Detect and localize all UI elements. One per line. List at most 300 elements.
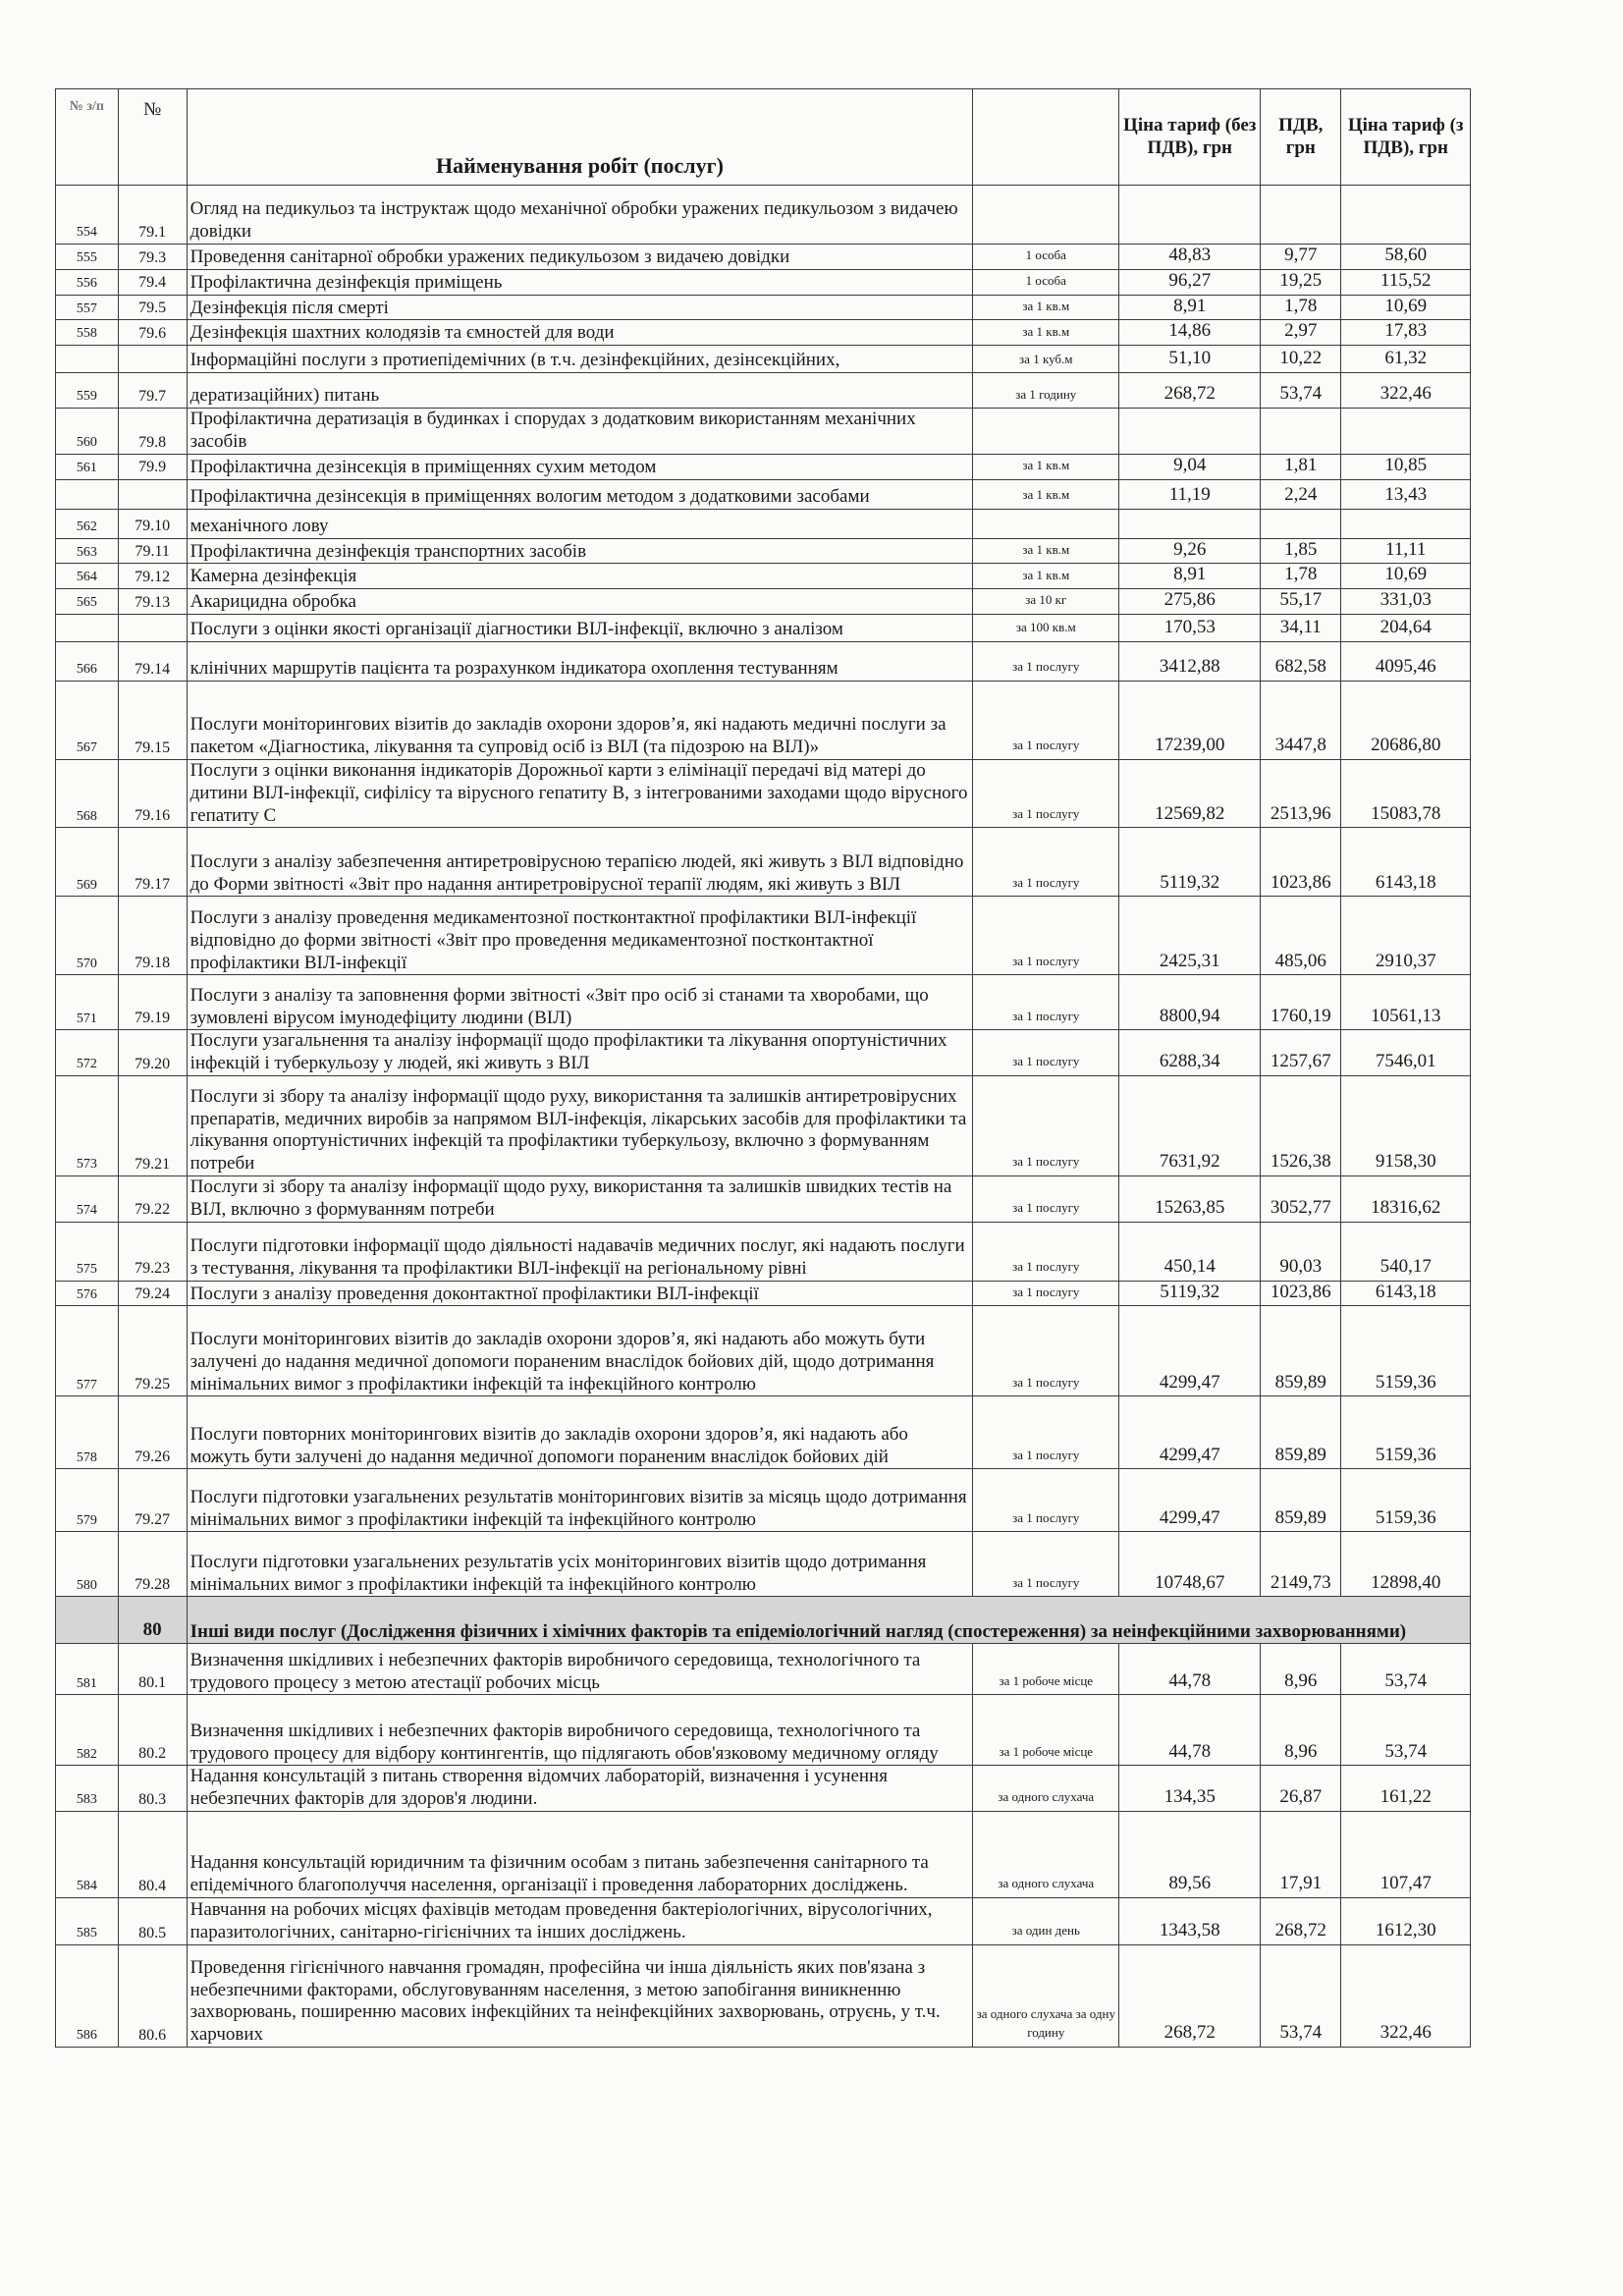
row-vat: 1257,67	[1261, 1030, 1341, 1076]
row-name: Надання консультацій з питань створення відомчих лабораторій, визначення і усунення небезпечних факторів для здоров'я людини.	[187, 1766, 973, 1812]
row-name: Послуги зі збору та аналізу інформації щодо руху, використання та залишків антиретровірусних препаратів, медичних виробів за напрямом ВІЛ-інфекція, лікарських засобів для профілактики та лікування опортуністичних інфекцій та профілактики туберкульозу, включно з формуванням потреби	[187, 1075, 973, 1175]
row-total: 322,46	[1341, 373, 1471, 409]
row-total: 540,17	[1341, 1222, 1471, 1281]
row-code: 79.24	[118, 1281, 187, 1306]
row-number: 584	[56, 1811, 119, 1897]
row-price: 4299,47	[1119, 1469, 1261, 1532]
row-unit: за 1 кв.м	[973, 538, 1119, 564]
row-vat: 1,78	[1261, 564, 1341, 589]
row-number: 560	[56, 409, 119, 455]
row-name: Профілактична дезінсекція в приміщеннях сухим методом	[187, 454, 973, 479]
row-code: 80.5	[118, 1897, 187, 1944]
row-price: 6288,34	[1119, 1030, 1261, 1076]
row-number	[56, 346, 119, 373]
table-row	[56, 1532, 1471, 1597]
row-vat: 2513,96	[1261, 759, 1341, 827]
row-total	[1341, 409, 1471, 455]
header-vat: ПДВ, грн	[1261, 89, 1341, 186]
row-vat	[1261, 186, 1341, 245]
row-unit: за 10 кг	[973, 589, 1119, 615]
row-total: 5159,36	[1341, 1396, 1471, 1469]
row-price: 4299,47	[1119, 1306, 1261, 1396]
row-name: Послуги зі збору та аналізу інформації щодо руху, використання та залишків швидких тестів на ВІЛ, включно з формуванням потреби	[187, 1175, 973, 1222]
row-number: 582	[56, 1695, 119, 1766]
row-unit: за 1 кв.м	[973, 564, 1119, 589]
row-price: 4299,47	[1119, 1396, 1261, 1469]
table-row	[56, 245, 1471, 270]
row-code: 79.3	[118, 245, 187, 270]
table-row	[56, 614, 1471, 641]
row-unit: за 1 послугу	[973, 1030, 1119, 1076]
row-total: 10561,13	[1341, 975, 1471, 1030]
row-code: 79.13	[118, 589, 187, 615]
row-code: 79.1	[118, 186, 187, 245]
row-price: 12569,82	[1119, 759, 1261, 827]
row-code: 79.18	[118, 897, 187, 975]
row-name: Послуги моніторингових візитів до закладів охорони здоров’я, які надають медичні послуги за пакетом «Діагностика, лікування та супровід осіб із ВІЛ (та підозрою на ВІЛ)»	[187, 681, 973, 759]
row-total: 10,69	[1341, 295, 1471, 320]
table-row	[56, 373, 1471, 409]
row-name: Огляд на педикульоз та інструктаж щодо механічної обробки уражених педикульозом з видачею довідки	[187, 186, 973, 245]
table-row	[56, 1944, 1471, 2047]
table-row	[56, 564, 1471, 589]
row-price: 10748,67	[1119, 1532, 1261, 1597]
row-total: 13,43	[1341, 479, 1471, 509]
row-number: 557	[56, 295, 119, 320]
row-unit	[973, 509, 1119, 538]
row-code	[118, 346, 187, 373]
row-code: 79.7	[118, 373, 187, 409]
row-vat: 3447,8	[1261, 681, 1341, 759]
row-number: 576	[56, 1281, 119, 1306]
row-name: механічного лову	[187, 509, 973, 538]
row-price: 275,86	[1119, 589, 1261, 615]
row-vat: 485,06	[1261, 897, 1341, 975]
row-number: 571	[56, 975, 119, 1030]
row-unit: за 1 робоче місце	[973, 1695, 1119, 1766]
row-code: 79.9	[118, 454, 187, 479]
row-price: 8,91	[1119, 295, 1261, 320]
row-vat: 8,96	[1261, 1644, 1341, 1695]
table-row	[56, 409, 1471, 455]
row-name: Профілактична дезінфекція транспортних засобів	[187, 538, 973, 564]
row-unit: за одного слухача	[973, 1766, 1119, 1812]
table-row	[56, 1897, 1471, 1944]
table-row	[56, 1175, 1471, 1222]
row-price: 14,86	[1119, 320, 1261, 346]
row-vat: 1023,86	[1261, 828, 1341, 897]
row-vat: 859,89	[1261, 1469, 1341, 1532]
row-price: 48,83	[1119, 245, 1261, 270]
row-price: 8800,94	[1119, 975, 1261, 1030]
row-code: 79.25	[118, 1306, 187, 1396]
row-code: 79.8	[118, 409, 187, 455]
header-num: № з/п	[56, 89, 119, 186]
row-unit: за 1 послугу	[973, 1306, 1119, 1396]
row-code: 79.4	[118, 269, 187, 295]
row-name: Надання консультацій юридичним та фізичним особам з питань забезпечення санітарного та епідемічного благополуччя населення, організації і проведення лабораторних досліджень.	[187, 1811, 973, 1897]
row-code	[118, 614, 187, 641]
row-vat: 53,74	[1261, 373, 1341, 409]
table-row	[56, 479, 1471, 509]
row-name: Послуги з аналізу проведення доконтактної профілактики ВІЛ-інфекції	[187, 1281, 973, 1306]
row-code	[118, 479, 187, 509]
table-row	[56, 681, 1471, 759]
row-number: 580	[56, 1532, 119, 1597]
row-unit: за 1 послугу	[973, 897, 1119, 975]
row-vat: 2,24	[1261, 479, 1341, 509]
row-unit: за 100 кв.м	[973, 614, 1119, 641]
row-number: 572	[56, 1030, 119, 1076]
row-name: Послуги з оцінки якості організації діагностики ВІЛ-інфекції, включно з аналізом	[187, 614, 973, 641]
table-row	[56, 509, 1471, 538]
row-number: 561	[56, 454, 119, 479]
row-unit: за 1 кв.м	[973, 479, 1119, 509]
row-price: 2425,31	[1119, 897, 1261, 975]
row-unit: за 1 послугу	[973, 1469, 1119, 1532]
row-code: 79.26	[118, 1396, 187, 1469]
row-number: 566	[56, 641, 119, 681]
row-vat: 1,81	[1261, 454, 1341, 479]
row-number: 585	[56, 1897, 119, 1944]
row-number: 575	[56, 1222, 119, 1281]
row-unit: 1 особа	[973, 245, 1119, 270]
row-number	[56, 479, 119, 509]
row-code: 80.6	[118, 1944, 187, 2047]
row-vat: 1,85	[1261, 538, 1341, 564]
row-price: 7631,92	[1119, 1075, 1261, 1175]
row-total: 5159,36	[1341, 1469, 1471, 1532]
row-total	[1341, 186, 1471, 245]
row-price: 170,53	[1119, 614, 1261, 641]
row-price: 450,14	[1119, 1222, 1261, 1281]
row-name: Послуги підготовки інформації щодо діяльності надавачів медичних послуг, які надають послуги з тестування, лікування та профілактики ВІЛ-інфекції на регіональному рівні	[187, 1222, 973, 1281]
table-row	[56, 1222, 1471, 1281]
row-name: Послуги підготовки узагальнених результатів усіх моніторингових візитів щодо дотримання мінімальних вимог з профілактики інфекцій та інфекційного контролю	[187, 1532, 973, 1597]
row-name: Послуги з оцінки виконання індикаторів Дорожньої карти з елімінації передачі від матері до дитини ВІЛ-інфекції, сифілісу та вірусного гепатиту В, з інтегрованими заходами щодо вірусного гепатиту С	[187, 759, 973, 827]
row-vat: 859,89	[1261, 1396, 1341, 1469]
row-code: 79.16	[118, 759, 187, 827]
table-row	[56, 1644, 1471, 1695]
row-price: 3412,88	[1119, 641, 1261, 681]
header-code: №	[118, 89, 187, 186]
row-price: 8,91	[1119, 564, 1261, 589]
row-price: 134,35	[1119, 1766, 1261, 1812]
row-unit: за 1 послугу	[973, 828, 1119, 897]
row-name: клінічних маршрутів пацієнта та розрахунком індикатора охоплення тестуванням	[187, 641, 973, 681]
row-total: 12898,40	[1341, 1532, 1471, 1597]
row-vat: 34,11	[1261, 614, 1341, 641]
row-number: 581	[56, 1644, 119, 1695]
table-row	[56, 1695, 1471, 1766]
table-row	[56, 295, 1471, 320]
row-name: Профілактична дератизація в будинках і спорудах з додатковим використанням механічних засобів	[187, 409, 973, 455]
row-unit: за 1 послугу	[973, 1175, 1119, 1222]
row-unit	[973, 186, 1119, 245]
row-total: 115,52	[1341, 269, 1471, 295]
row-name: Профілактична дезінфекція приміщень	[187, 269, 973, 295]
row-name: Дезінфекція після смерті	[187, 295, 973, 320]
row-name: Послуги з аналізу та заповнення форми звітності «Звіт про осіб зі станами та хворобами, що зумовлені вірусом імунодефіциту людини (ВІЛ)	[187, 975, 973, 1030]
row-code: 79.6	[118, 320, 187, 346]
row-code: 80.3	[118, 1766, 187, 1812]
row-total: 7546,01	[1341, 1030, 1471, 1076]
row-number: 570	[56, 897, 119, 975]
row-number: 577	[56, 1306, 119, 1396]
row-price: 15263,85	[1119, 1175, 1261, 1222]
row-price: 9,26	[1119, 538, 1261, 564]
row-vat: 53,74	[1261, 1944, 1341, 2047]
row-total: 11,11	[1341, 538, 1471, 564]
row-name: Послуги з аналізу забезпечення антиретровірусною терапією людей, які живуть з ВІЛ відповідно до Форми звітності «Звіт про надання антиретровірусної терапії людям, які живуть з ВІЛ	[187, 828, 973, 897]
row-name: Послуги з аналізу проведення медикаментозної постконтактної профілактики ВІЛ-інфекції відповідно до форми звітності «Звіт про проведення медикаментозної постконтактної профілактики ВІЛ-інфекції	[187, 897, 973, 975]
row-number: 583	[56, 1766, 119, 1812]
row-code: 79.12	[118, 564, 187, 589]
header-price: Ціна тариф (без ПДВ), грн	[1119, 89, 1261, 186]
row-vat: 9,77	[1261, 245, 1341, 270]
row-unit: за 1 послугу	[973, 681, 1119, 759]
row-price: 44,78	[1119, 1644, 1261, 1695]
section-row	[56, 1597, 1471, 1644]
section-empty	[56, 1597, 119, 1644]
table-header-row	[56, 89, 1471, 186]
row-name: Послуги узагальнення та аналізу інформації щодо профілактики та лікування опортуністичних інфекцій і туберкульозу у людей, які живуть з ВІЛ	[187, 1030, 973, 1076]
row-total: 161,22	[1341, 1766, 1471, 1812]
row-code: 79.21	[118, 1075, 187, 1175]
table-row	[56, 641, 1471, 681]
row-price: 1343,58	[1119, 1897, 1261, 1944]
row-number: 563	[56, 538, 119, 564]
row-unit: за 1 послугу	[973, 1075, 1119, 1175]
row-unit	[973, 409, 1119, 455]
tariff-table	[55, 88, 1471, 2048]
row-vat: 268,72	[1261, 1897, 1341, 1944]
row-total: 1612,30	[1341, 1897, 1471, 1944]
row-vat: 1,78	[1261, 295, 1341, 320]
row-vat: 3052,77	[1261, 1175, 1341, 1222]
row-name: Дезінфекція шахтних колодязів та ємностей для води	[187, 320, 973, 346]
row-unit: за 1 кв.м	[973, 454, 1119, 479]
table-row	[56, 346, 1471, 373]
row-number: 556	[56, 269, 119, 295]
row-vat: 2149,73	[1261, 1532, 1341, 1597]
header-total: Ціна тариф (з ПДВ), грн	[1341, 89, 1471, 186]
section-title: Інші види послуг (Дослідження фізичних і хімічних факторів та епідеміологічний нагляд (спостереження) за неінфекційними захворюваннями)	[187, 1597, 1470, 1644]
row-unit: за один день	[973, 1897, 1119, 1944]
row-total: 53,74	[1341, 1644, 1471, 1695]
row-vat: 10,22	[1261, 346, 1341, 373]
row-name: Послуги повторних моніторингових візитів до закладів охорони здоров’я, які надають або можуть бути залучені до надання медичної допомоги пораненим внаслідок бойових дій	[187, 1396, 973, 1469]
table-body-80	[56, 1644, 1471, 2048]
row-vat: 8,96	[1261, 1695, 1341, 1766]
table-section-80	[56, 1597, 1471, 1644]
table-row	[56, 1030, 1471, 1076]
row-code: 80.4	[118, 1811, 187, 1897]
row-number: 573	[56, 1075, 119, 1175]
table-row	[56, 1075, 1471, 1175]
row-price: 5119,32	[1119, 828, 1261, 897]
row-code: 79.20	[118, 1030, 187, 1076]
row-name: Камерна дезінфекція	[187, 564, 973, 589]
row-number: 568	[56, 759, 119, 827]
row-number: 555	[56, 245, 119, 270]
row-unit: за 1 послугу	[973, 1396, 1119, 1469]
row-unit: за одного слухача	[973, 1811, 1119, 1897]
row-name: дератизаційних) питань	[187, 373, 973, 409]
row-total: 10,69	[1341, 564, 1471, 589]
row-number: 558	[56, 320, 119, 346]
row-name: Навчання на робочих місцях фахівців методам проведення бактеріологічних, вірусологічних, паразитологічних, санітарно-гігієнічних та інших досліджень.	[187, 1897, 973, 1944]
row-price: 11,19	[1119, 479, 1261, 509]
row-unit: за 1 кв.м	[973, 320, 1119, 346]
row-total: 5159,36	[1341, 1306, 1471, 1396]
row-price: 268,72	[1119, 373, 1261, 409]
row-vat: 26,87	[1261, 1766, 1341, 1812]
row-price: 89,56	[1119, 1811, 1261, 1897]
row-code: 79.28	[118, 1532, 187, 1597]
row-number: 578	[56, 1396, 119, 1469]
row-total: 9158,30	[1341, 1075, 1471, 1175]
row-unit: за 1 послугу	[973, 1281, 1119, 1306]
row-total: 6143,18	[1341, 828, 1471, 897]
row-price	[1119, 186, 1261, 245]
row-unit: за 1 послугу	[973, 641, 1119, 681]
row-name: Визначення шкідливих і небезпечних факторів виробничого середовища, технологічного та трудового процесу з метою атестації робочих місць	[187, 1644, 973, 1695]
row-total: 10,85	[1341, 454, 1471, 479]
row-code: 79.5	[118, 295, 187, 320]
row-vat: 682,58	[1261, 641, 1341, 681]
row-vat: 1760,19	[1261, 975, 1341, 1030]
row-vat: 1526,38	[1261, 1075, 1341, 1175]
row-price: 17239,00	[1119, 681, 1261, 759]
row-vat: 17,91	[1261, 1811, 1341, 1897]
row-unit: за 1 послугу	[973, 1222, 1119, 1281]
table-row	[56, 186, 1471, 245]
row-vat: 90,03	[1261, 1222, 1341, 1281]
row-vat: 19,25	[1261, 269, 1341, 295]
row-total: 18316,62	[1341, 1175, 1471, 1222]
table-row	[56, 1306, 1471, 1396]
row-vat: 55,17	[1261, 589, 1341, 615]
table-row	[56, 269, 1471, 295]
row-number: 565	[56, 589, 119, 615]
row-number	[56, 614, 119, 641]
row-price	[1119, 409, 1261, 455]
row-total: 107,47	[1341, 1811, 1471, 1897]
row-unit: за 1 послугу	[973, 759, 1119, 827]
table-row	[56, 828, 1471, 897]
row-total	[1341, 509, 1471, 538]
row-unit: за 1 годину	[973, 373, 1119, 409]
row-name: Профілактична дезінсекція в приміщеннях вологим методом з додатковими засобами	[187, 479, 973, 509]
table-row	[56, 1469, 1471, 1532]
row-unit: за 1 послугу	[973, 975, 1119, 1030]
section-code: 80	[118, 1597, 187, 1644]
table-row	[56, 975, 1471, 1030]
row-total: 4095,46	[1341, 641, 1471, 681]
row-name: Послуги підготовки узагальнених результатів моніторингових візитів за місяць щодо дотримання мінімальних вимог з профілактики інфекцій та інфекційного контролю	[187, 1469, 973, 1532]
row-unit: за 1 послугу	[973, 1532, 1119, 1597]
row-name: Інформаційні послуги з протиепідемічних (в т.ч. дезінфекційних, дезінсекційних,	[187, 346, 973, 373]
row-code: 79.17	[118, 828, 187, 897]
table-row	[56, 320, 1471, 346]
row-number: 569	[56, 828, 119, 897]
row-price: 5119,32	[1119, 1281, 1261, 1306]
row-total: 15083,78	[1341, 759, 1471, 827]
row-unit: за 1 робоче місце	[973, 1644, 1119, 1695]
row-number: 579	[56, 1469, 119, 1532]
row-unit: за 1 кв.м	[973, 295, 1119, 320]
row-vat	[1261, 509, 1341, 538]
row-number: 567	[56, 681, 119, 759]
row-price: 9,04	[1119, 454, 1261, 479]
row-total: 2910,37	[1341, 897, 1471, 975]
row-name: Визначення шкідливих і небезпечних факторів виробничого середовища, технологічного та трудового процесу для відбору контингентів, що підлягають обов'язковому медичному огляду	[187, 1695, 973, 1766]
row-total: 20686,80	[1341, 681, 1471, 759]
table-row	[56, 538, 1471, 564]
row-number: 586	[56, 1944, 119, 2047]
row-total: 61,32	[1341, 346, 1471, 373]
row-name: Послуги моніторингових візитів до закладів охорони здоров’я, які надають або можуть бути залучені до надання медичної допомоги пораненим внаслідок бойових дій, щодо дотримання мінімальних вимог з профілактики інфекцій та інфекційного контролю	[187, 1306, 973, 1396]
row-number: 574	[56, 1175, 119, 1222]
table-row	[56, 454, 1471, 479]
row-unit: за одного слухача за одну годину	[973, 1944, 1119, 2047]
table-row	[56, 1766, 1471, 1812]
row-name: Проведення гігієнічного навчання громадян, професійна чи інша діяльність яких пов'язана з небезпечними факторами, обслуговуванням населення, з метою запобігання виникненню захворювань, поширенню масових інфекційних та неінфекційних захворювань, отруєнь, у т.ч. харчових	[187, 1944, 973, 2047]
table-row	[56, 589, 1471, 615]
row-total: 331,03	[1341, 589, 1471, 615]
table-row	[56, 1396, 1471, 1469]
row-code: 79.23	[118, 1222, 187, 1281]
row-code: 79.27	[118, 1469, 187, 1532]
row-number: 559	[56, 373, 119, 409]
row-vat	[1261, 409, 1341, 455]
header-name: Найменування робіт (послуг)	[187, 89, 973, 186]
row-unit: за 1 куб.м	[973, 346, 1119, 373]
table-body-79	[56, 186, 1471, 1597]
row-vat: 859,89	[1261, 1306, 1341, 1396]
table-row	[56, 759, 1471, 827]
row-code: 79.19	[118, 975, 187, 1030]
row-total: 322,46	[1341, 1944, 1471, 2047]
row-vat: 2,97	[1261, 320, 1341, 346]
table-row	[56, 1811, 1471, 1897]
header-unit	[973, 89, 1119, 186]
row-code: 79.11	[118, 538, 187, 564]
row-total: 58,60	[1341, 245, 1471, 270]
row-price: 268,72	[1119, 1944, 1261, 2047]
row-total: 204,64	[1341, 614, 1471, 641]
row-code: 79.14	[118, 641, 187, 681]
row-number: 564	[56, 564, 119, 589]
row-name: Акарицидна обробка	[187, 589, 973, 615]
row-unit: 1 особа	[973, 269, 1119, 295]
row-price: 51,10	[1119, 346, 1261, 373]
table-row	[56, 1281, 1471, 1306]
row-price	[1119, 509, 1261, 538]
row-total: 17,83	[1341, 320, 1471, 346]
row-price: 44,78	[1119, 1695, 1261, 1766]
row-code: 79.10	[118, 509, 187, 538]
row-code: 79.22	[118, 1175, 187, 1222]
row-name: Проведення санітарної обробки уражених педикульозом з видачею довідки	[187, 245, 973, 270]
row-total: 53,74	[1341, 1695, 1471, 1766]
row-price: 96,27	[1119, 269, 1261, 295]
row-total: 6143,18	[1341, 1281, 1471, 1306]
table-row	[56, 897, 1471, 975]
row-number: 562	[56, 509, 119, 538]
row-code: 80.1	[118, 1644, 187, 1695]
